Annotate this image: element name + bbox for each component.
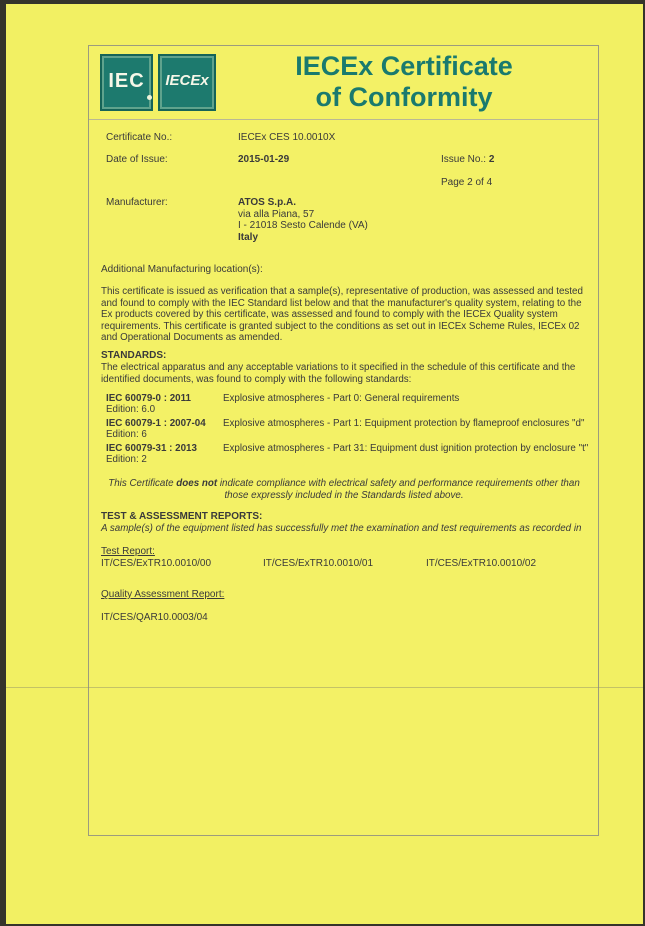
certificate-no-label: Certificate No.: (106, 132, 173, 143)
manufacturer-address-block (238, 197, 368, 243)
manufacturer-country: Italy (238, 231, 259, 243)
standard-description: Explosive atmospheres - Part 31: Equipment dust ignition protection by enclosure "t" (223, 443, 589, 454)
issue-no-label: Issue No.: (441, 154, 487, 165)
certificate-border-box (88, 45, 599, 836)
page-number: Page 2 of 4 (441, 177, 493, 188)
certification-statement: This certificate is issued as verification that a sample(s), representative of production, was assessed and tested and found to comply with the IEC Standard list below and that the manufacturer's quality system, relating to the Ex products covered by this certificate, was assessed and found to comply with the IECEx Quality system requirements. This certificate is granted subject to the conditions as set out in IECEx Scheme Rules, IECEx 02 and Operational Documents as amended. (101, 286, 583, 344)
certificate-header (89, 46, 598, 120)
test-report-label: Test Report: (101, 546, 155, 557)
standard-description: Explosive atmospheres - Part 0: General requirements (223, 393, 460, 404)
issue-no-value: 2 (488, 154, 495, 165)
disclaimer-prefix: This Certificate (108, 478, 177, 489)
certificate-title (214, 51, 594, 113)
disclaimer-bold: does not (176, 478, 218, 489)
manufacturer-name: ATOS S.p.A. (238, 197, 296, 208)
test-reports-heading: TEST & ASSESSMENT REPORTS: (101, 511, 263, 522)
test-report-number-1: IT/CES/ExTR10.0010/00 (101, 558, 212, 569)
certificate-no-value: IECEx CES 10.0010X (238, 132, 336, 143)
standard-edition: Edition: 6.0 (106, 404, 156, 415)
iecex-logo-icon (158, 54, 216, 111)
standards-list (106, 393, 590, 468)
standards-heading: STANDARDS: (101, 350, 167, 361)
manufacturer-address-line1: via alla Piana, 57 (238, 208, 315, 220)
iecex-logo-text: IECEx (165, 71, 209, 89)
certificate-title-line1: IECEx Certificate (295, 51, 513, 81)
certificate-title-line2: of Conformity (315, 82, 493, 112)
disclaimer-suffix: indicate compliance with electrical safety and performance requirements other than those expressly included in the Standards listed above. (217, 478, 580, 501)
date-of-issue-label: Date of Issue: (106, 154, 168, 165)
standards-row (106, 418, 590, 440)
manufacturer-address-line2: I - 21018 Sesto Calende (VA) (238, 220, 368, 231)
standards-intro: The electrical apparatus and any acceptable variations to it specified in the schedule of this certificate and the identified documents, was found to comply with the following standards: (101, 362, 576, 385)
manufacturer-label: Manufacturer: (106, 197, 168, 208)
certificate-page (6, 4, 643, 924)
standard-edition: Edition: 6 (106, 429, 147, 440)
standards-row (106, 443, 590, 465)
disclaimer-note (105, 478, 583, 502)
quality-assessment-report-number: IT/CES/QAR10.0003/04 (101, 612, 208, 623)
test-reports-intro: A sample(s) of the equipment listed has successfully met the examination and test requirements as recorded in (101, 523, 582, 534)
date-of-issue-value: 2015-01-29 (238, 154, 290, 165)
standard-description: Explosive atmospheres - Part 1: Equipment protection by flameproof enclosures "d" (223, 418, 585, 429)
paper-fold-line (6, 687, 643, 688)
issue-no (441, 154, 494, 165)
test-report-number-2: IT/CES/ExTR10.0010/01 (263, 558, 374, 569)
standard-code: IEC 60079-0 : 2011 (106, 393, 191, 404)
quality-assessment-report-label: Quality Assessment Report: (101, 589, 225, 600)
test-report-number-3: IT/CES/ExTR10.0010/02 (426, 558, 537, 569)
iec-logo-icon (100, 54, 153, 111)
standard-code: IEC 60079-31 : 2013 (106, 443, 197, 454)
standard-code: IEC 60079-1 : 2007-04 (106, 418, 206, 429)
standard-edition: Edition: 2 (106, 454, 147, 465)
iec-logo-text: IEC (108, 69, 145, 92)
additional-locations-label: Additional Manufacturing location(s): (101, 264, 263, 275)
standards-row (106, 393, 590, 415)
logo-group (100, 54, 216, 111)
